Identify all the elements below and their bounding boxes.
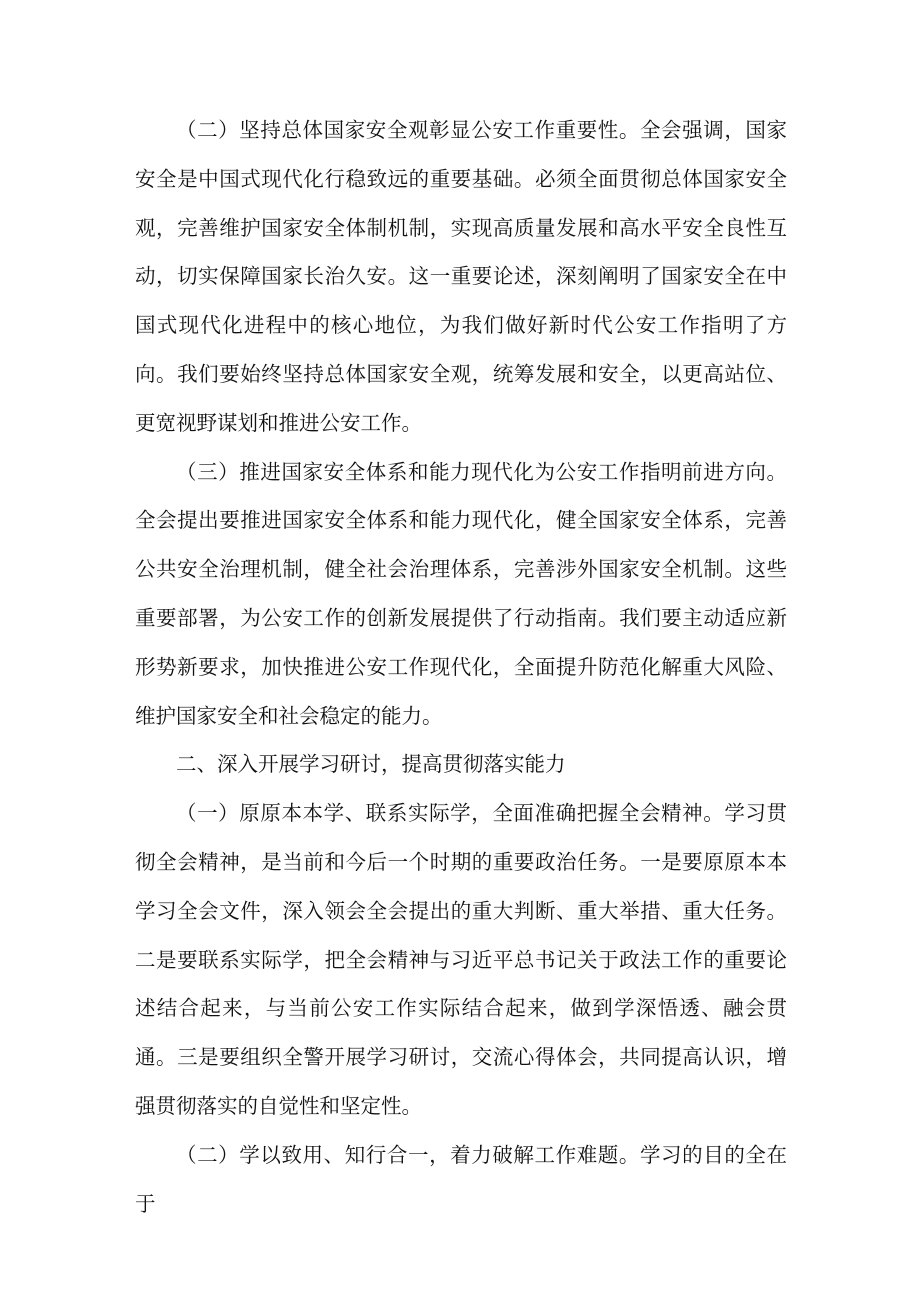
paragraph-apply-learning: （二）学以致用、知行合一，着力破解工作难题。学习的目的全在于 bbox=[135, 1142, 787, 1216]
paragraph-study-original: （一）原原本本学、联系实际学，全面准确把握全会精神。学习贯彻全会精神，是当前和今后一个时期的重要政治任务。一是要原原本本学习全会文件，深入领会全会提出的重大判断、重大举措、重大任务。二是要联系实际学，把全会精神与习近平总书记关于政法工作的重要论述结合起来，与当前公安工作实际结合起来，做到学深悟透、融会贯通。三是要组织全警开展学习研讨，交流心得体会，共同提高认识，增强贯彻落实的自觉性和坚定性。 bbox=[135, 801, 787, 1118]
paragraph-security-modernization: （三）推进国家安全体系和能力现代化为公安工作指明前进方向。全会提出要推进国家安全体系和能力现代化，健全国家安全体系，完善公共安全治理机制，健全社会治理体系，完善涉外国家安全机制。这些重要部署，为公安工作的创新发展提供了行动指南。我们要主动适应新形势新要求，加快推进公安工作现代化，全面提升防范化解重大风险、维护国家安全和社会稳定的能力。 bbox=[135, 459, 787, 728]
section-heading-study: 二、深入开展学习研讨，提高贯彻落实能力 bbox=[176, 752, 566, 777]
document-body bbox=[135, 106, 787, 1228]
paragraph-security-concept: （二）坚持总体国家安全观彰显公安工作重要性。全会强调，国家安全是中国式现代化行稳致远的重要基础。必须全面贯彻总体国家安全观，完善维护国家安全体制机制，实现高质量发展和高水平安全良性互动，切实保障国家长治久安。这一重要论述，深刻阐明了国家安全在中国式现代化进程中的核心地位，为我们做好新时代公安工作指明了方向。我们要始终坚持总体国家安全观，统筹发展和安全，以更高站位、更宽视野谋划和推进公安工作。 bbox=[135, 118, 787, 435]
